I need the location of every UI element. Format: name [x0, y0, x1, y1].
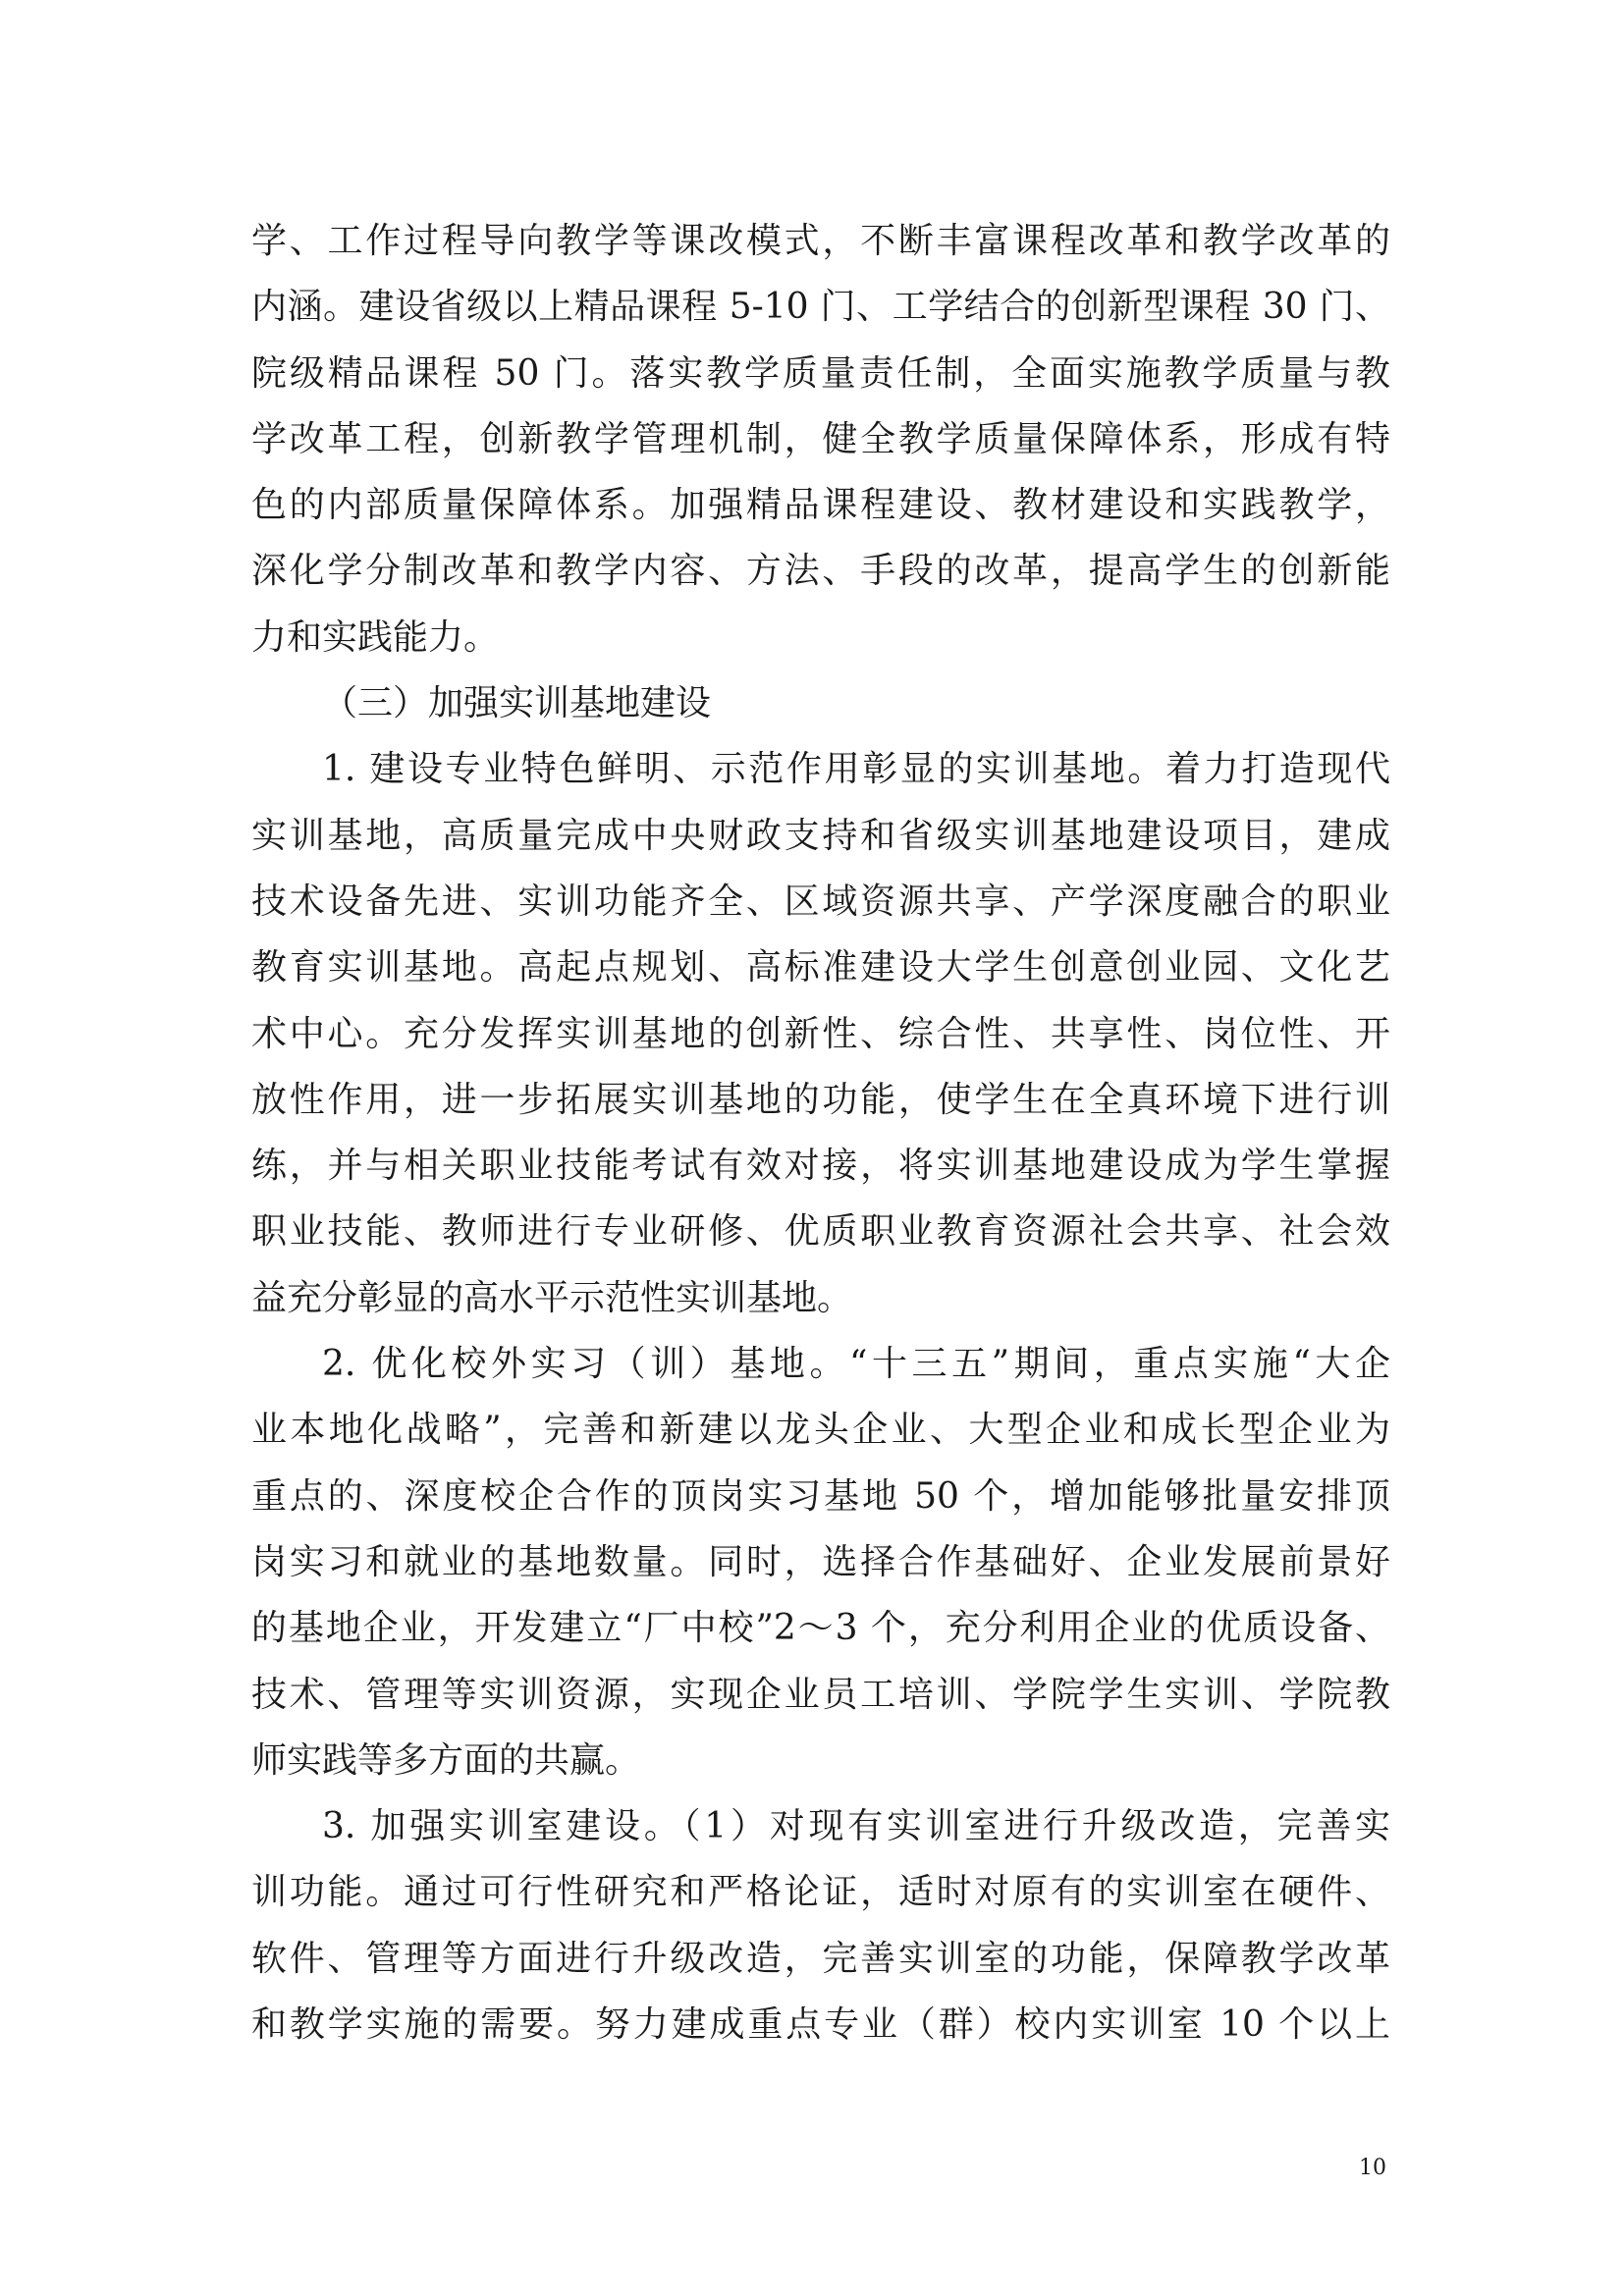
- text-line: 职业技能、教师进行专业研修、优质职业教育资源社会共享、社会效: [251, 1211, 1390, 1253]
- text-line: 院级精品课程 50 门。落实教学质量责任制，全面实施教学质量与教: [251, 352, 1390, 394]
- text-line: 教育实训基地。高起点规划、高标准建设大学生创意创业园、文化艺: [251, 947, 1390, 988]
- text-line: 师实践等多方面的共赢。: [251, 1739, 641, 1781]
- text-line: 学、工作过程导向教学等课改模式，不断丰富课程改革和教学改革的: [251, 221, 1390, 261]
- text-line: 深化学分制改革和教学内容、方法、手段的改革，提高学生的创新能: [251, 551, 1390, 592]
- page-number: 10: [1359, 2156, 1386, 2180]
- text-line: 学改革工程，创新教学管理机制，健全教学质量保障体系，形成有特: [251, 418, 1390, 459]
- text-line: 训功能。通过可行性研究和严格论证，适时对原有的实训室在硬件、: [251, 1872, 1390, 1913]
- text-line: 技术、管理等实训资源，实现企业员工培训、学院学生实训、学院教: [251, 1674, 1390, 1715]
- text-line: 1. 建设专业特色鲜明、示范作用彰显的实训基地。着力打造现代: [322, 749, 1390, 790]
- text-line: 色的内部质量保障体系。加强精品课程建设、教材建设和实践教学，: [251, 485, 1390, 526]
- text-line: 业本地化战略”，完善和新建以龙头企业、大型企业和成长型企业为: [251, 1410, 1390, 1451]
- text-line: 放性作用，进一步拓展实训基地的功能，使学生在全真环境下进行训: [251, 1079, 1390, 1120]
- text-line: 软件、管理等方面进行升级改造，完善实训室的功能，保障教学改革: [251, 1938, 1390, 1979]
- text-line: 练，并与相关职业技能考试有效对接，将实训基地建设成为学生掌握: [251, 1146, 1390, 1187]
- text-line: 实训基地，高质量完成中央财政支持和省级实训基地建设项目，建成: [251, 815, 1390, 856]
- text-line: 岗实习和就业的基地数量。同时，选择合作基础好、企业发展前景好: [251, 1541, 1390, 1582]
- text-line: 3. 加强实训室建设。（1）对现有实训室进行升级改造，完善实: [322, 1806, 1390, 1847]
- text-line: 2. 优化校外实习（训）基地。“十三五”期间，重点实施“大企: [322, 1344, 1390, 1385]
- text-line: 力和实践能力。: [251, 616, 500, 658]
- text-line: 内涵。建设省级以上精品课程 5-10 门、工学结合的创新型课程 30 门、: [251, 287, 1390, 328]
- text-line: 和教学实施的需要。努力建成重点专业（群）校内实训室 10 个以上: [251, 2004, 1390, 2046]
- text-line: 技术设备先进、实训功能齐全、区域资源共享、产学深度融合的职业: [251, 881, 1390, 922]
- text-line: 术中心。充分发挥实训基地的创新性、综合性、共享性、岗位性、开: [251, 1013, 1390, 1054]
- body-text: [251, 208, 1390, 2057]
- section-heading: （三）加强实训基地建设: [322, 683, 712, 724]
- text-line: 的基地企业，开发建立“厂中校”2～3 个，充分利用企业的优质设备、: [251, 1608, 1390, 1649]
- text-line: 重点的、深度校企合作的顶岗实习基地 50 个，增加能够批量安排顶: [251, 1475, 1390, 1517]
- text-line: 益充分彰显的高水平示范性实训基地。: [251, 1277, 853, 1318]
